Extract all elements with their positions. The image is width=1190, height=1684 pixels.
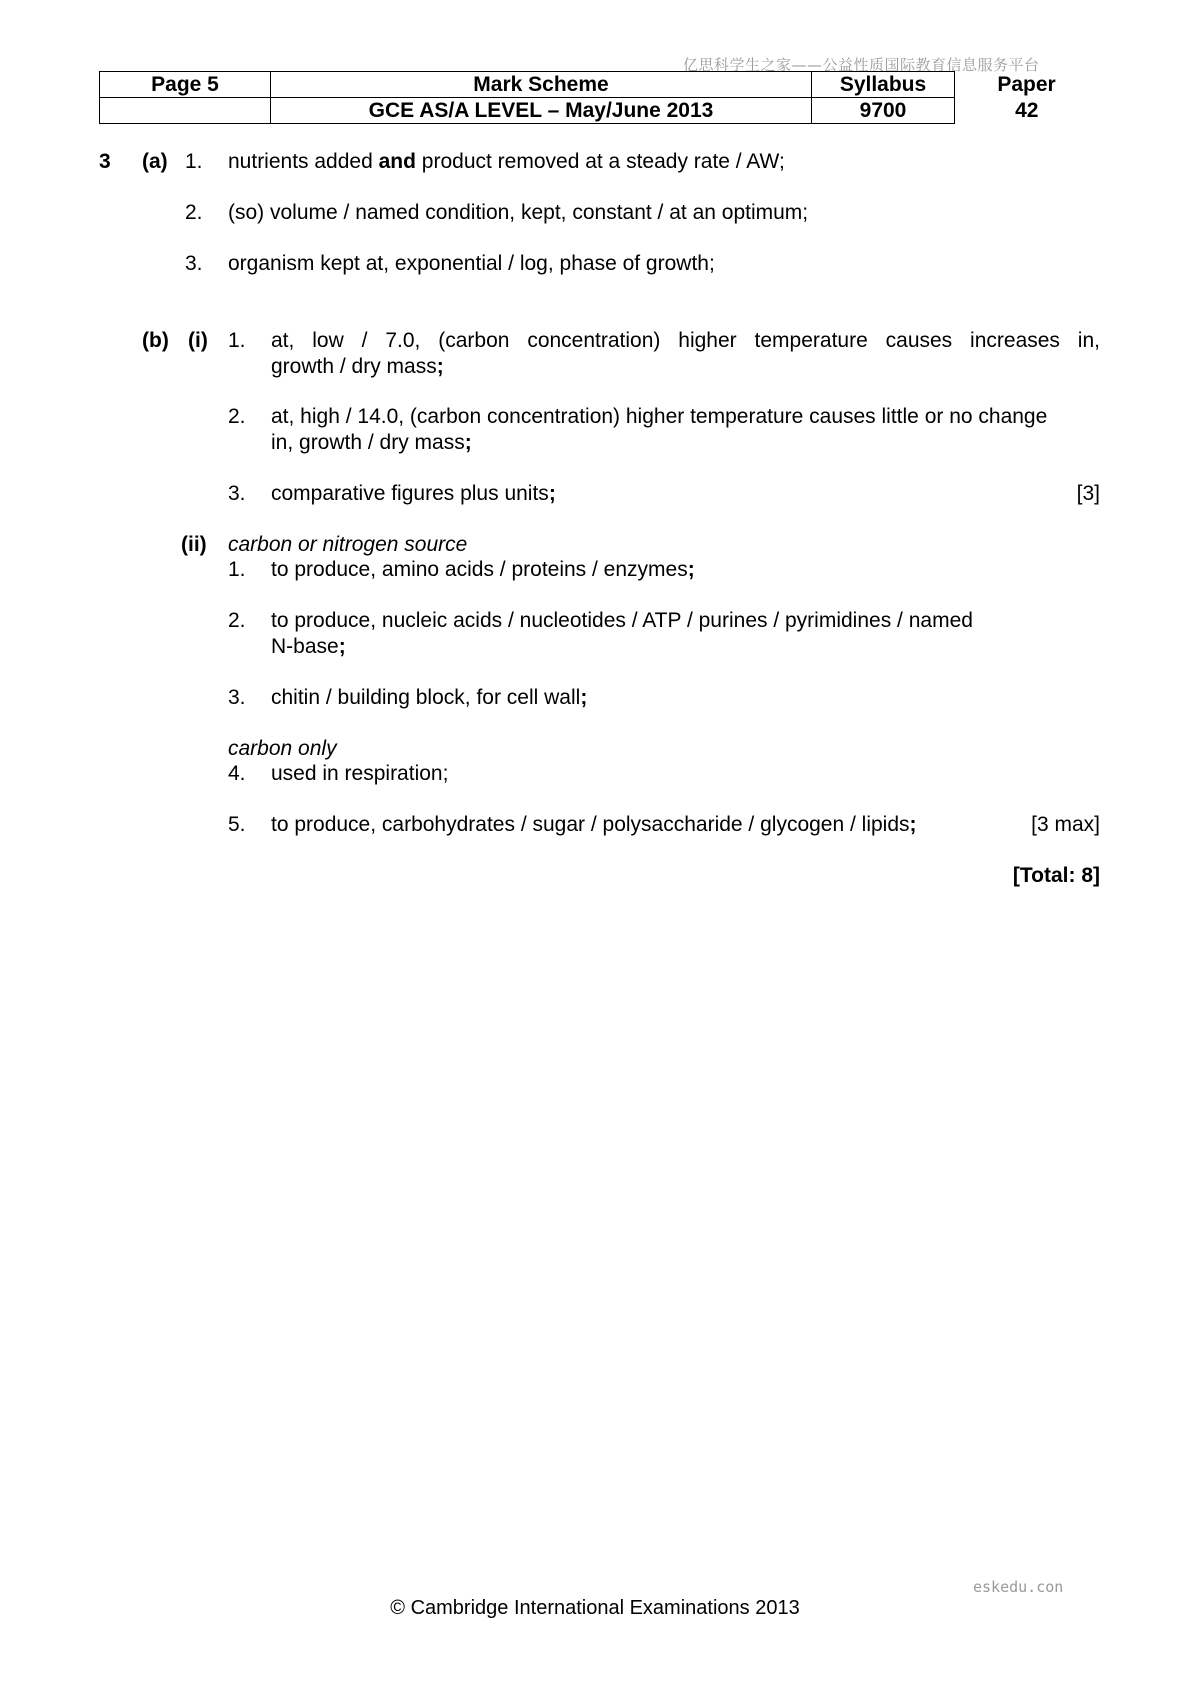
a-item-1-num: 1. bbox=[185, 150, 203, 173]
header-table bbox=[99, 71, 1099, 124]
header-syllabus-code: 9700 bbox=[812, 98, 955, 124]
b-ii-item-1-text: to produce, amino acids / proteins / enzymes; bbox=[271, 558, 695, 581]
header-blank-cell bbox=[100, 98, 271, 124]
header-page: Page 5 bbox=[100, 72, 271, 98]
total-marks: [Total: 8] bbox=[1012, 864, 1100, 887]
b-i-item-1-line2: growth / dry mass; bbox=[271, 355, 444, 378]
b-ii-item-2-line2: N-base; bbox=[271, 635, 346, 658]
b-ii-heading-2: carbon only bbox=[228, 737, 337, 760]
a-item-2-num: 2. bbox=[185, 201, 203, 224]
a-item-3-num: 3. bbox=[185, 252, 203, 275]
b-i-item-1-line1: at, low / 7.0, (carbon concentration) higher temperature causes increases in, bbox=[271, 329, 1100, 352]
footer-copyright: © Cambridge International Examinations 2013 bbox=[390, 1597, 800, 1619]
header-title: Mark Scheme bbox=[271, 72, 812, 98]
b-i-marks: [3] bbox=[1076, 482, 1100, 505]
b-ii-item-4-num: 4. bbox=[228, 762, 246, 785]
part-b-ii-label: (ii) bbox=[181, 533, 207, 556]
b-i-item-2-line2: in, growth / dry mass; bbox=[271, 431, 472, 454]
b-i-item-3-text: comparative figures plus units; bbox=[271, 482, 556, 505]
header-paper-code: 42 bbox=[1015, 99, 1039, 122]
b-ii-item-3-num: 3. bbox=[228, 686, 246, 709]
b-ii-item-2-line1: to produce, nucleic acids / nucleotides / ATP / purines / pyrimidines / named bbox=[271, 609, 973, 632]
a-item-2-text: (so) volume / named condition, kept, constant / at an optimum; bbox=[228, 201, 809, 224]
header-exam: GCE AS/A LEVEL – May/June 2013 bbox=[271, 98, 812, 124]
question-number: 3 bbox=[99, 150, 111, 173]
a-item-3-text: organism kept at, exponential / log, phase of growth; bbox=[228, 252, 715, 275]
watermark-bottom: eskedu.con bbox=[973, 1578, 1064, 1596]
header-syllabus-label: Syllabus bbox=[812, 72, 955, 98]
b-ii-item-5-num: 5. bbox=[228, 813, 246, 836]
b-ii-item-3-text: chitin / building block, for cell wall; bbox=[271, 686, 588, 709]
b-i-item-3-num: 3. bbox=[228, 482, 246, 505]
b-i-item-2-num: 2. bbox=[228, 405, 246, 428]
b-ii-heading-1: carbon or nitrogen source bbox=[228, 533, 468, 556]
part-b-i-label: (i) bbox=[188, 329, 208, 352]
a-item-1-text: nutrients added and product removed at a steady rate / AW; bbox=[228, 150, 785, 173]
b-ii-item-1-num: 1. bbox=[228, 558, 246, 581]
b-i-item-2-line1: at, high / 14.0, (carbon concentration) higher temperature causes little or no change bbox=[271, 405, 1048, 428]
part-a-label: (a) bbox=[142, 150, 168, 173]
b-ii-marks: [3 max] bbox=[1031, 813, 1100, 836]
b-ii-item-5-text: to produce, carbohydrates / sugar / polysaccharide / glycogen / lipids; bbox=[271, 813, 917, 836]
part-b-label: (b) bbox=[142, 329, 169, 352]
header-paper-label: Paper bbox=[997, 73, 1056, 96]
watermark-top: 亿思科学生之家——公益性质国际教育信息服务平台 bbox=[683, 56, 1040, 74]
b-ii-item-2-num: 2. bbox=[228, 609, 246, 632]
b-ii-item-4-text: used in respiration; bbox=[271, 762, 449, 785]
b-i-item-1-num: 1. bbox=[228, 329, 246, 352]
